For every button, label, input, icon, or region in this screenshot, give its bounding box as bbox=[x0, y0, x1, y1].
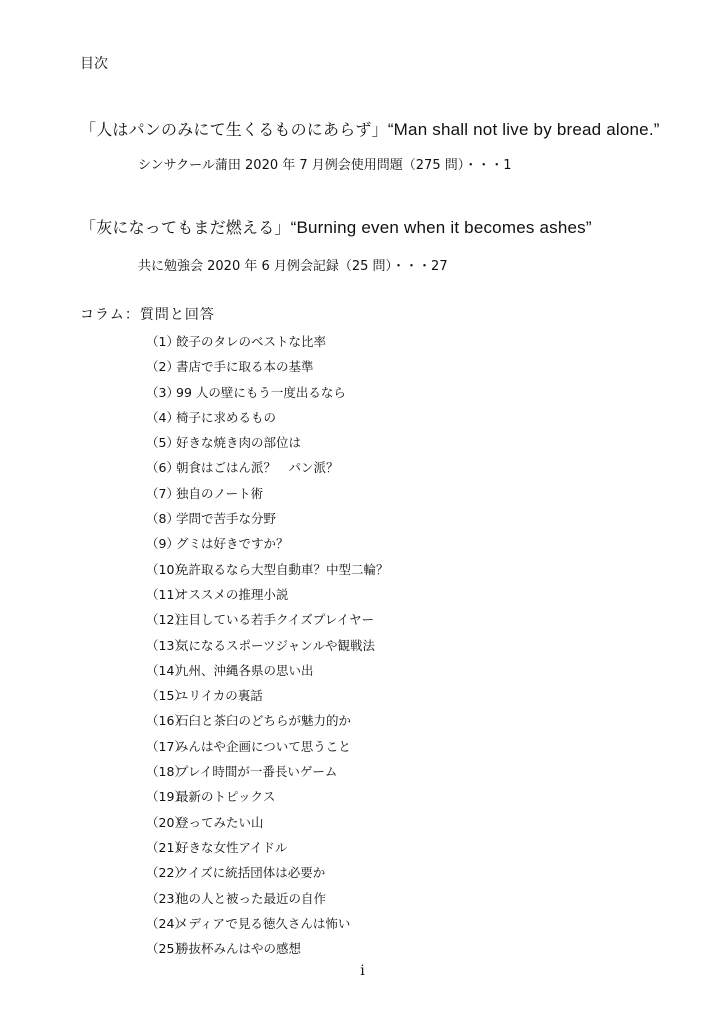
list-item-text: 登ってみたい山 bbox=[176, 814, 264, 830]
list-item bbox=[146, 638, 389, 663]
list-item bbox=[146, 789, 389, 814]
list-item bbox=[146, 916, 389, 941]
section-entry-1: シンサクール蒲田 2020 年 7 月例会使用問題（275 問）・・・1 bbox=[138, 158, 512, 173]
list-item-number: （12） bbox=[146, 612, 187, 628]
section-entry-2: 共に勉強会 2020 年 6 月例会記録（25 問）・・・27 bbox=[138, 259, 448, 274]
list-item-text: 勝抜杯みんはやの感想 bbox=[176, 941, 302, 957]
list-item bbox=[146, 385, 389, 410]
list-item-text: 椅子に求めるもの bbox=[176, 409, 277, 425]
list-item bbox=[146, 663, 389, 688]
list-item-text: 九州、沖縄各県の思い出 bbox=[176, 662, 314, 678]
column-question-list bbox=[146, 334, 389, 966]
list-item bbox=[146, 764, 389, 789]
section-title-1-en: “Man shall not live by bread alone.” bbox=[387, 120, 660, 139]
list-item-text: オススメの推理小説 bbox=[176, 586, 289, 602]
toc-heading: 目次 bbox=[80, 56, 108, 72]
list-item-number: （7） bbox=[146, 485, 179, 501]
list-item-number: （13） bbox=[146, 637, 187, 653]
list-item bbox=[146, 865, 389, 890]
list-item bbox=[146, 713, 389, 738]
list-item-number: （6） bbox=[146, 460, 179, 476]
list-item-text: クイズに統括団体は必要か bbox=[176, 865, 326, 881]
list-item-text: グミは好きですか？ bbox=[176, 536, 289, 552]
list-item-number: （23） bbox=[146, 890, 187, 906]
list-item-text: みんはや企画について思うこと bbox=[176, 738, 351, 754]
section-title-2-ja: 「灰になってもまだ燃える」 bbox=[80, 218, 291, 237]
list-item-text: 学問で苦手な分野 bbox=[176, 511, 277, 527]
list-item-number: （8） bbox=[146, 511, 179, 527]
section-title-1-ja: 「人はパンのみにて生くるものにあらず」 bbox=[80, 120, 388, 139]
section-title-1 bbox=[80, 120, 660, 140]
list-item-number: （16） bbox=[146, 713, 187, 729]
list-item bbox=[146, 511, 389, 536]
list-item-text: ユリイカの裏話 bbox=[176, 688, 263, 704]
list-item bbox=[146, 359, 389, 384]
section-title-2-en: “Burning even when it becomes ashes” bbox=[290, 218, 592, 237]
list-item-text: 好きな焼き肉の部位は bbox=[176, 435, 302, 451]
list-item bbox=[146, 739, 389, 764]
list-item bbox=[146, 334, 389, 359]
list-item-text: 独自のノート術 bbox=[176, 485, 264, 501]
list-item-text: 朝食はごはん派？ パン派？ bbox=[176, 460, 339, 476]
list-item-text: 餃子のタレのベストな比率 bbox=[176, 334, 327, 349]
list-item-number: （3） bbox=[146, 384, 179, 400]
list-item-number: （10） bbox=[146, 561, 187, 577]
list-item-number: （4） bbox=[146, 409, 179, 425]
list-item-text: 免許取るなら大型自動車？中型二輪？ bbox=[176, 561, 389, 577]
list-item-number: （15） bbox=[146, 688, 187, 704]
list-item-number: （20） bbox=[146, 814, 187, 830]
list-item-number: （25） bbox=[146, 941, 187, 957]
list-item-number: （17） bbox=[146, 738, 187, 754]
column-heading: コラム：質問と回答 bbox=[80, 307, 215, 323]
list-item bbox=[146, 815, 389, 840]
page-number: i bbox=[360, 963, 365, 979]
list-item-text: 最新のトピックス bbox=[176, 789, 276, 805]
list-item-number: （21） bbox=[146, 839, 187, 855]
list-item-number: （14） bbox=[146, 662, 187, 678]
list-item-number: （5） bbox=[146, 435, 179, 451]
list-item bbox=[146, 688, 389, 713]
list-item-text: 99 人の壁にもう一度出るなら bbox=[176, 384, 346, 400]
list-item-number: （22） bbox=[146, 865, 187, 881]
list-item-number: （18） bbox=[146, 764, 187, 780]
list-item bbox=[146, 435, 389, 460]
list-item-text: プレイ時間が一番長いゲーム bbox=[176, 764, 338, 780]
list-item-text: 石臼と茶臼のどちらが魅力的か bbox=[176, 713, 352, 729]
list-item bbox=[146, 587, 389, 612]
list-item bbox=[146, 460, 389, 485]
list-item bbox=[146, 891, 389, 916]
list-item-text: メディアで見る徳久さんは怖い bbox=[176, 915, 351, 931]
list-item-text: 他の人と被った最近の自作 bbox=[176, 890, 327, 906]
list-item-number: （1） bbox=[146, 334, 179, 349]
section-title-2 bbox=[80, 218, 592, 238]
list-item-text: 気になるスポーツジャンルや観戦法 bbox=[176, 637, 375, 653]
list-item-number: （11） bbox=[146, 586, 187, 602]
list-item bbox=[146, 840, 389, 865]
list-item bbox=[146, 486, 389, 511]
list-item bbox=[146, 562, 389, 587]
list-item bbox=[146, 536, 389, 561]
list-item-number: （19） bbox=[146, 789, 187, 805]
list-item bbox=[146, 410, 389, 435]
list-item-text: 書店で手に取る本の基準 bbox=[176, 359, 314, 375]
list-item-text: 注目している若手クイズプレイヤー bbox=[176, 612, 375, 628]
list-item-number: （2） bbox=[146, 359, 179, 375]
list-item-text: 好きな女性アイドル bbox=[176, 839, 288, 855]
list-item-number: （9） bbox=[146, 536, 179, 552]
list-item bbox=[146, 612, 389, 637]
list-item-number: （24） bbox=[146, 915, 187, 931]
